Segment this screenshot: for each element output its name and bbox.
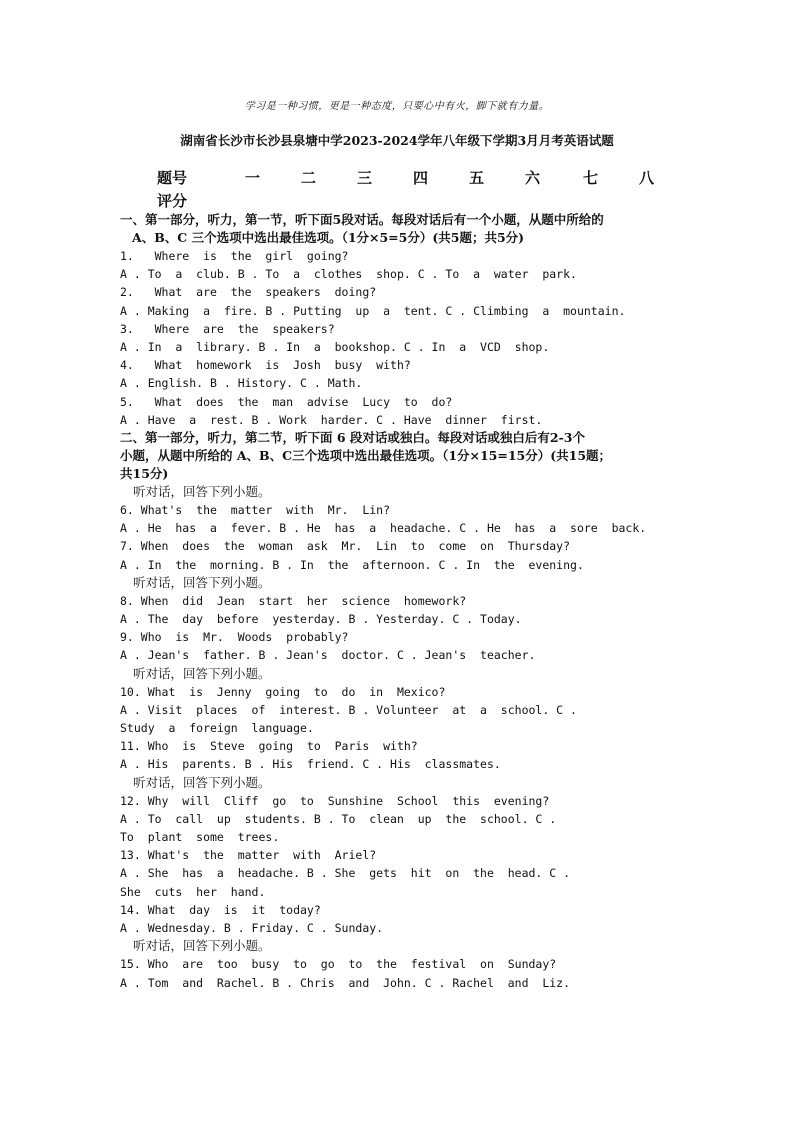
options-line: A . Have a rest. B . Work harder. C . Have dinner first. xyxy=(120,412,543,427)
question-line: 5. What does the man advise Lucy to do? xyxy=(120,394,453,409)
listening-instruction: 听对话，回答下列小题。 xyxy=(133,574,271,590)
question-group-4 xyxy=(120,792,680,938)
section-1-heading-line-1: 一、第一部分，听力，第一节，听下面5段对话。每段对话后有一个小题，从题中所给的 xyxy=(120,212,604,227)
exam-title: 湖南省长沙市长沙县泉塘中学2023-2024学年八年级下学期3月月考英语试题 xyxy=(180,133,614,148)
options-line: A . Visit places of interest. B . Volunteer at a school. C . xyxy=(120,702,577,717)
score-table-header xyxy=(157,167,677,187)
score-table-label-score: 评分 xyxy=(157,192,188,210)
question-line: 7. When does the woman ask Mr. Lin to come on Thursday? xyxy=(120,539,571,554)
listening-instruction: 听对话，回答下列小题。 xyxy=(133,774,271,790)
question-line: 12. Why will Cliff go to Sunshine School this evening? xyxy=(120,793,550,808)
score-table-col-2: 二 xyxy=(301,169,317,187)
question-line: 2. What are the speakers doing? xyxy=(120,285,377,300)
options-line: A . She has a headache. B . She gets hit on the head. C . xyxy=(120,866,571,881)
listening-instruction: 听对话，回答下列小题。 xyxy=(133,938,271,954)
question-line: 8. When did Jean start her science homework? xyxy=(120,593,467,608)
question-line: 10. What is Jenny going to do in Mexico? xyxy=(120,684,446,699)
options-line: A . The day before yesterday. B . Yesterday. C . Today. xyxy=(120,612,522,627)
options-line: Study a foreign language. xyxy=(120,721,314,736)
score-table-col-3: 三 xyxy=(357,169,373,187)
question-line: 3. Where are the speakers? xyxy=(120,321,335,336)
question-group-3 xyxy=(120,683,680,774)
score-table-col-4: 四 xyxy=(413,169,429,187)
question-group-1 xyxy=(120,501,680,574)
options-line: To plant some trees. xyxy=(120,830,280,845)
options-line: A . Jean's father. B . Jean's doctor. C . Jean's teacher. xyxy=(120,648,536,663)
options-line: A . In the morning. B . In the afternoon. C . In the evening. xyxy=(120,557,584,572)
options-line: A . Wednesday. B . Friday. C . Sunday. xyxy=(120,921,384,936)
listening-instruction: 听对话，回答下列小题。 xyxy=(133,484,271,500)
options-line: A . English. B . History. C . Math. xyxy=(120,376,363,391)
question-line: 15. Who are too busy to go to the festival on Sunday? xyxy=(120,957,557,972)
question-group-2 xyxy=(120,592,680,665)
options-line: A . To a club. B . To a clothes shop. C . To a water park. xyxy=(120,267,577,282)
section-2-heading-line-2: 小题，从题中所给的 A、B、C三个选项中选出最佳选项。（1分×15=15分）(共15题； xyxy=(120,448,612,464)
question-line: 6. What's the matter with Mr. Lin? xyxy=(120,503,391,518)
options-line: A . He has a fever. B . He has a headache. C . He has a sore back. xyxy=(120,521,647,536)
options-line: A . To call up students. B . To clean up the school. C . xyxy=(120,811,557,826)
section-2-heading-line-1: 二、第一部分，听力，第二节，听下面 6 段对话或独白。每段对话或独白后有2-3个 xyxy=(120,430,585,446)
options-line: A . His parents. B . His friend. C . His classmates. xyxy=(120,757,501,772)
question-line: 1. Where is the girl going? xyxy=(120,249,349,263)
exam-content xyxy=(120,211,680,992)
page-motto: 学习是一种习惯，更是一种态度，只要心中有火，脚下就有力量。 xyxy=(244,101,550,112)
score-table-label-question-number: 题号 xyxy=(157,169,188,187)
options-line: A . Making a fire. B . Putting up a tent. C . Climbing a mountain. xyxy=(120,303,626,318)
score-table-col-6: 六 xyxy=(525,169,541,187)
part-1-questions xyxy=(120,247,680,429)
question-line: 11. Who is Steve going to Paris with? xyxy=(120,739,418,754)
options-line: She cuts her hand. xyxy=(120,884,266,899)
score-table-col-5: 五 xyxy=(469,169,485,187)
question-line: 14. What day is it today? xyxy=(120,902,321,917)
section-1-heading-line-2: A、B、C 三个选项中选出最佳选项。（1分×5=5分）(共5题；共5分) xyxy=(132,230,525,245)
section-2-heading-line-3: 共15分) xyxy=(120,466,169,482)
question-line: 4. What homework is Josh busy with? xyxy=(120,358,411,373)
question-group-5 xyxy=(120,955,680,991)
score-table-col-8: 八 xyxy=(639,169,655,187)
options-line: A . In a library. B . In a bookshop. C . In a VCD shop. xyxy=(120,340,550,355)
listening-instruction: 听对话，回答下列小题。 xyxy=(133,665,271,681)
score-table-col-1: 一 xyxy=(245,169,261,187)
score-table-col-7: 七 xyxy=(583,169,599,187)
options-line: A . Tom and Rachel. B . Chris and John. C . Rachel and Liz. xyxy=(120,975,571,990)
question-line: 9. Who is Mr. Woods probably? xyxy=(120,630,349,645)
question-line: 13. What's the matter with Ariel? xyxy=(120,848,377,863)
